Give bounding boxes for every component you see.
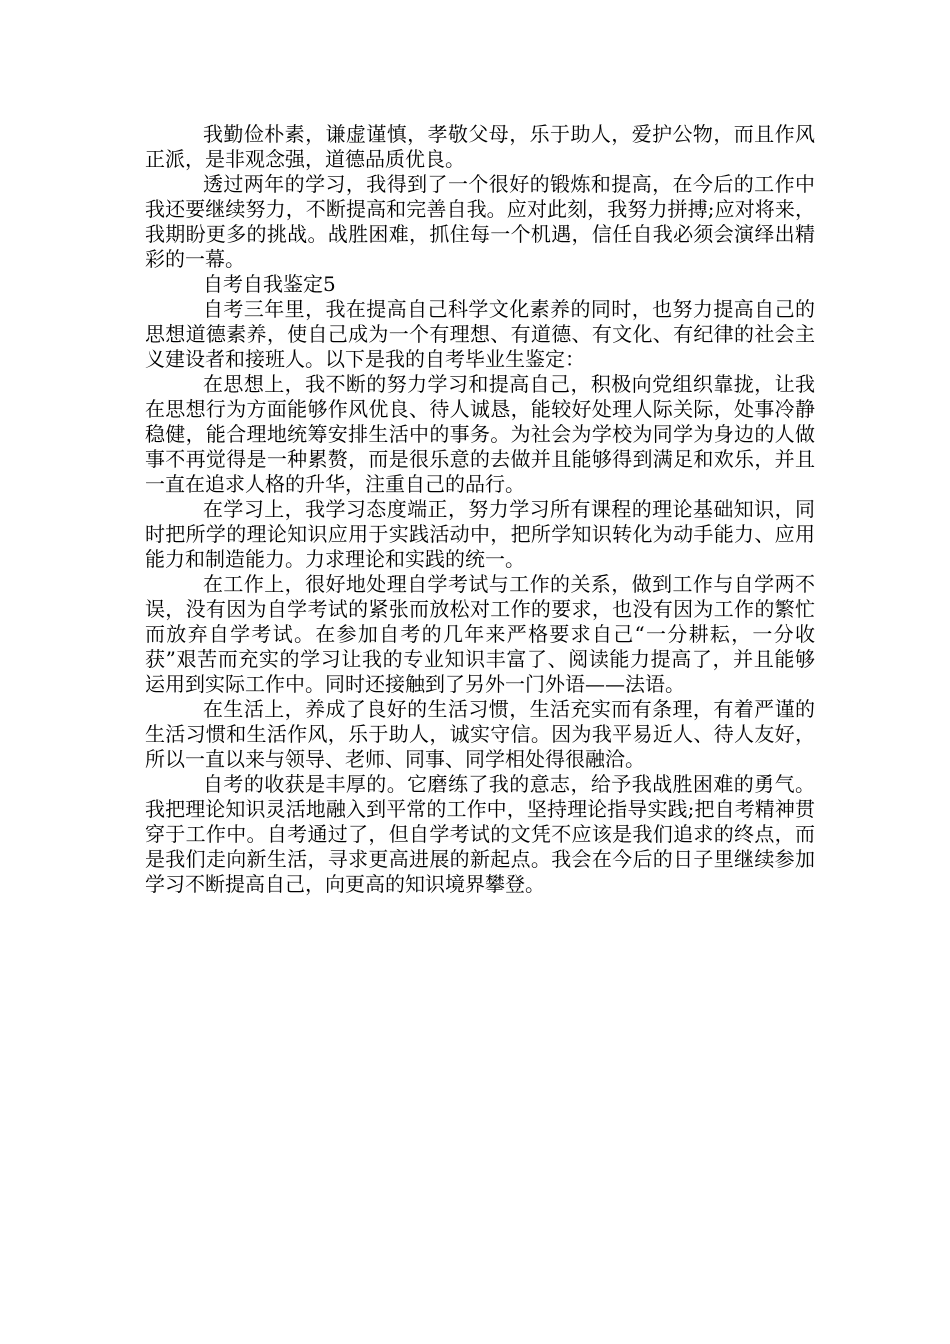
paragraph-2: 透过两年的学习，我得到了一个很好的锻炼和提高，在今后的工作中我还要继续努力，不断提高和完善自我。应对此刻，我努力拼搏;应对将来，我期盼更多的挑战。战胜困难，抓住每一个机遇，信任自我必须会演绎出精彩的一幕。 <box>145 172 815 271</box>
section-heading: 自考自我鉴定5 <box>203 272 336 296</box>
paragraph-3: 自考三年里，我在提高自己科学文化素养的同时，也努力提高自己的思想道德素养，使自己成为一个有理想、有道德、有文化、有纪律的社会主义建设者和接班人。以下是我的自考毕业生鉴定： <box>145 297 815 371</box>
paragraph-8: 自考的收获是丰厚的。它磨练了我的意志，给予我战胜困难的勇气。我把理论知识灵活地融入到平常的工作中，坚持理论指导实践;把自考精神贯穿于工作中。自考通过了，但自学考试的文凭不应该是我们追求的终点，而是我们走向新生活，寻求更高进展的新起点。我会在今后的日子里继续参加学习不断提高自己，向更高的知识境界攀登。 <box>145 772 815 896</box>
paragraph-5: 在学习上，我学习态度端正，努力学习所有课程的理论基础知识，同时把所学的理论知识应用于实践活动中，把所学知识转化为动手能力、应用能力和制造能力。力求理论和实践的统一。 <box>145 497 815 571</box>
paragraph-4: 在思想上，我不断的努力学习和提高自己，积极向党组织靠拢，让我在思想行为方面能够作风优良、待人诚恳，能较好处理人际关际，处事冷静稳健，能合理地统筹安排生活中的事务。为社会为学校为同学为身边的人做事不再觉得是一种累赘，而是很乐意的去做并且能够得到满足和欢乐，并且一直在追求人格的升华，注重自己的品行。 <box>145 372 815 496</box>
paragraph-6: 在工作上，很好地处理自学考试与工作的关系，做到工作与自学两不误，没有因为自学考试的紧张而放松对工作的要求，也没有因为工作的繁忙而放弃自学考试。在参加自考的几年来严格要求自己“一分耕耘，一分收获”艰苦而充实的学习让我的专业知识丰富了、阅读能力提高了，并且能够运用到实际工作中。同时还接触到了另外一门外语——法语。 <box>145 572 815 696</box>
document-body <box>145 122 815 897</box>
paragraph-1: 我勤俭朴素，谦虚谨慎，孝敬父母，乐于助人，爱护公物，而且作风正派，是非观念强，道德品质优良。 <box>145 122 815 171</box>
paragraph-7: 在生活上，养成了良好的生活习惯，生活充实而有条理，有着严谨的生活习惯和生活作风，乐于助人，诚实守信。因为我平易近人、待人友好，所以一直以来与领导、老师、同事、同学相处得很融洽。 <box>145 697 815 771</box>
